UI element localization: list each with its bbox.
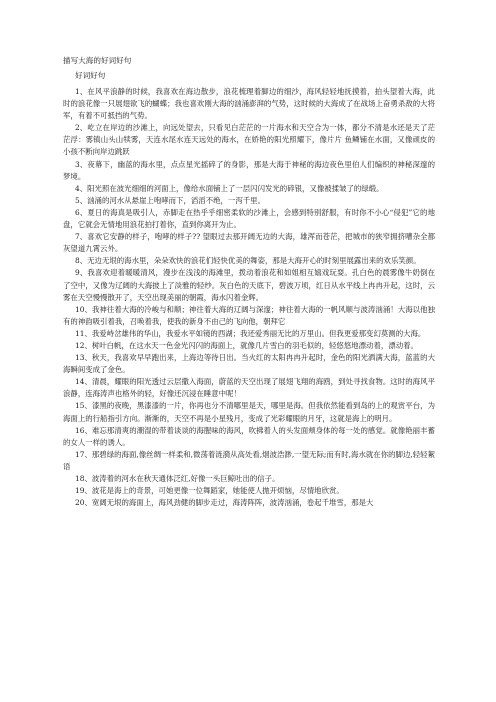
document-title: 描写大海的好词好句 — [63, 56, 132, 65]
paragraph-11: 11、我爱峙岔雄伟的华山，我爱水平如镜的西湖；我还爱秀丽无比的万里山。但我更爱那变幻莫测的大海。 — [75, 328, 426, 338]
paragraph-19: 19、波花是海上的奇景，可她更像一位舞蹈家，她能使人抛开烦恼，尽情地欣赏。 — [75, 486, 344, 496]
paragraph-5: 5、汹涌的河水从悬崖上咆哮而下，滔滔不绝，一泻千里。 — [75, 195, 265, 205]
paragraph-1: 1、在风平浪静的时候，我喜欢在海边散步，浪花梳理着脚边的细沙，海风轻轻地抚摸着，拍头望着大海，此时的浪花像一只展翅欲飞的蝴蝶；我也喜欢刚大海的汹涌澎湃的气势，这时候的大海成了在战场上奋勇杀敌的大将军，有着不可抵挡的气势。 — [63, 87, 435, 121]
paragraph-18: 18、波涛着的河水在秋天通体泛红,好像一头巨鲸吐出的信子。 — [75, 474, 280, 483]
paragraph-7: 7、喜欢它安静的样子，咆哮的样子?? 望眼过去那开阔无边的大海，雄浑而苍茫，把城市的狭窄拥挤嘈杂全都灰望道九霄云外。 — [63, 232, 435, 254]
paragraph-list — [63, 86, 435, 509]
paragraph-10: 10、我神往着大海的冷峻与和顺；神往着大海的辽阔与深邃；神往着大海的一帆风顺与波涛汹涌！大海以他独有的神韵吸引着我，召唤着我，使我的新身不由己的飞向他，朝拜它 — [63, 304, 435, 326]
paragraph-6: 6、夏日的海真是吸引人，赤脚走在热乎乎细密柔软的沙滩上，会感到特别舒服，有时你不小心“侵犯”它的地盘，它就会无情地用浪花拍打着你，直到你离开为止。 — [63, 207, 435, 230]
document-subtitle: 好词好句 — [75, 71, 106, 80]
paragraph-15: 15、漆黑的夜晚，黑漆漆的一片，你再也分不清哪里是天，哪里是海。但我依然能看到岛的上的观赏平台，为海面上的行船指引方向。渐渐的，天空不再是小星残月，变成了光彩耀眼的月牙，这就是海上的明月。 — [63, 401, 435, 423]
paragraph-14: 14、清晨，耀眼的阳光透过云层撒入海面，蔚蓝的天空出现了展翅飞翔的海鸥，到处寻找食物。这时的海风平浪静，连海涛声也格外的轻，好像还沉浸在睡意中呢！ — [63, 377, 435, 399]
paragraph-17: 17、那碧绿的海面,像丝绸一样柔和,微荡着涟漪从高处看,烟波浩渺,一望无际;而有时,海水就在你的脚边,轻轻絮语 — [63, 449, 435, 471]
paragraph-4: 4、阳光照在波光细细的河面上，像给水面铺上了一层闪闪发光的碎银，又像被揉皱了的绿缎。 — [75, 183, 384, 193]
paragraph-12: 12、树叶白帆，在这水天一色金光闪闪的海面上，就像几片雪白的羽毛似的，轻悠悠地漂动着，漂动着。 — [75, 340, 418, 350]
paragraph-8: 8、无边无垠的海水里，朵朵欢快的浪花们轻快优美的舞姿，那是大海开心的时刻里展露出来的欢乐笑颜。 — [75, 256, 421, 266]
paragraph-2: 2、屹立在岸边的沙滩上，向远处望去，只看见白茫茫的一片海水和天空合为一体，都分不清是水还是天了茫茫浮：雾镇山头山犊雾，天连水尾水连天远处的海水，在娇艳的阳光照耀下，像片片 鱼鳞铺在水面，又像顽皮的小孩不断向岸边跳跃 — [63, 123, 435, 157]
paragraph-9: 9、我喜欢迎着暖暖清风，漫步在浅浅的海滩里，拨动着浪花和如姐相互嬉戏玩耍。孔白色的晨雾像牛奶倒在了空中，又像为辽阔的大海披上了淡雅的轻纱。灰白色的天底下，碧波万顷，红日从水平线上冉冉升起，这时，云雾在天空慢慢散开了，天空出现美丽的朝霞，海水闪着金辉。 — [63, 268, 435, 302]
paragraph-16: 16、难忘那清爽的潮湿的带着谈谈的海腥味的海风，吹拂着人的头发面颊身体的每一处的感觉。就像艳丽丰蓄的女人一样的诱人。 — [63, 425, 435, 447]
paragraph-13: 13、秋天，我喜欢早早跑出来，上海边等待日出。当火红的太阳冉冉升起时，金色的阳光洒满大海，蓝蓝的大海瞬间变成了金色。 — [63, 353, 435, 375]
paragraph-3: 3、夜幕下，幽蓝的海水里，点点星光摇碎了的身影，那是大海于神秘的海边夜色里伯人们编织的神秘深邃的梦境。 — [63, 159, 435, 181]
paragraph-20: 20、宽阔无垠的海面上，海风劲健的脚步走过，海涛阵阵，波涛汹涌，卷起千堆雪，那是大 — [75, 498, 374, 508]
